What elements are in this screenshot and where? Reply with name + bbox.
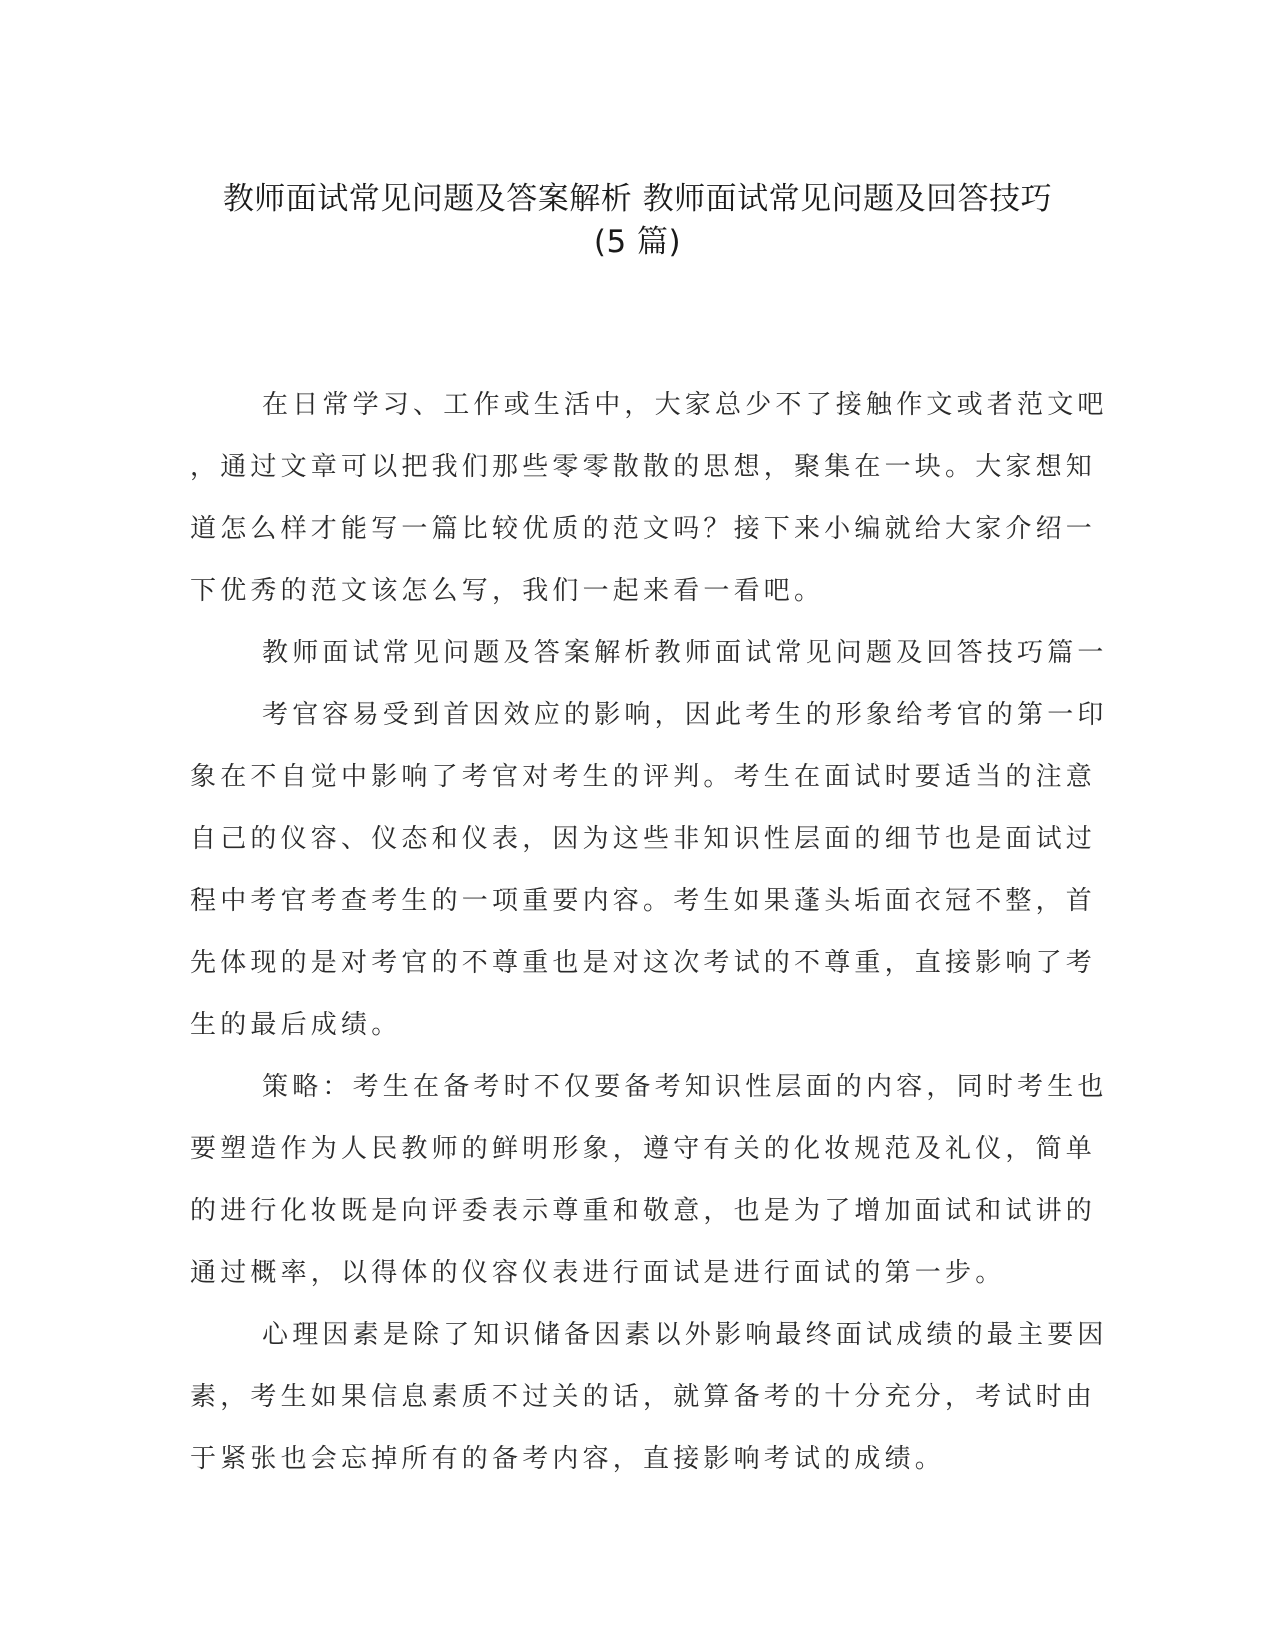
text-line: 在日常学习、工作或生活中，大家总少不了接触作文或者范文吧 — [262, 390, 1108, 420]
text-line: 要塑造作为人民教师的鲜明形象，遵守有关的化妆规范及礼仪，简单 — [190, 1134, 1097, 1164]
text-line: 策略：考生在备考时不仅要备考知识性层面的内容，同时考生也 — [262, 1072, 1108, 1102]
text-line: ，通过文章可以把我们那些零零散散的思想，聚集在一块。大家想知 — [190, 452, 1097, 482]
text-line: 先体现的是对考官的不尊重也是对这次考试的不尊重，直接影响了考 — [190, 948, 1097, 978]
text-line: 自己的仪容、仪态和仪表，因为这些非知识性层面的细节也是面试过 — [190, 824, 1097, 854]
text-line: 于紧张也会忘掉所有的备考内容，直接影响考试的成绩。 — [190, 1444, 946, 1474]
paragraph-strategy — [190, 1056, 1108, 1304]
document-body — [190, 374, 1108, 1490]
document-title — [180, 178, 1095, 264]
text-line: 道怎么样才能写一篇比较优质的范文吗？接下来小编就给大家介绍一 — [190, 514, 1097, 544]
text-line: 教师面试常见问题及答案解析教师面试常见问题及回答技巧篇一 — [262, 638, 1108, 668]
text-line: 象在不自觉中影响了考官对考生的评判。考生在面试时要适当的注意 — [190, 762, 1097, 792]
paragraph-intro — [190, 374, 1108, 622]
text-line: 生的最后成绩。 — [190, 1010, 402, 1040]
text-line: 考官容易受到首因效应的影响，因此考生的形象给考官的第一印 — [262, 700, 1108, 730]
text-line: 下优秀的范文该怎么写，我们一起来看一看吧。 — [190, 576, 825, 606]
text-line: 通过概率，以得体的仪容仪表进行面试是进行面试的第一步。 — [190, 1258, 1006, 1288]
text-line: 素，考生如果信息素质不过关的话，就算备考的十分充分，考试时由 — [190, 1382, 1097, 1412]
paragraph-first-impression — [190, 684, 1108, 1056]
paragraph-section-heading — [190, 622, 1108, 684]
text-line: 的进行化妆既是向评委表示尊重和敬意，也是为了增加面试和试讲的 — [190, 1196, 1097, 1226]
text-line: 程中考官考查考生的一项重要内容。考生如果蓬头垢面衣冠不整，首 — [190, 886, 1097, 916]
title-line-1: 教师面试常见问题及答案解析 教师面试常见问题及回答技巧 — [222, 181, 1053, 217]
text-line: 心理因素是除了知识储备因素以外影响最终面试成绩的最主要因 — [262, 1320, 1108, 1350]
paragraph-psychology — [190, 1304, 1108, 1490]
title-line-2: (5 篇) — [593, 224, 682, 260]
